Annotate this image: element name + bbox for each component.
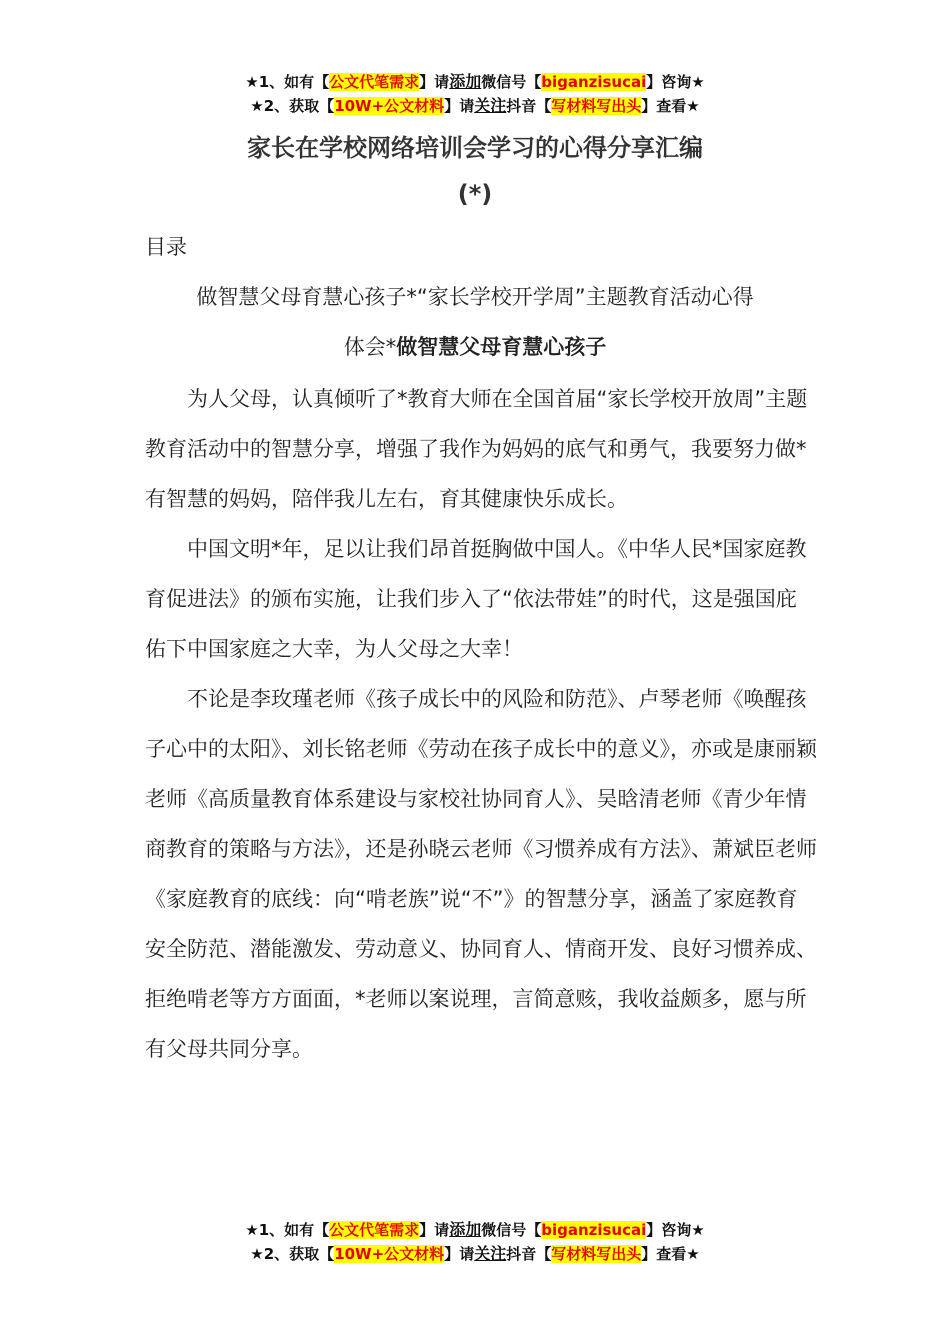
banner-line-1 <box>0 70 950 94</box>
douyin-id-highlight: 写材料写出头 <box>551 97 642 115</box>
body-paragraph: 不论是李玫瑾老师《孩子成长中的风险和防范》、卢琴老师《唤醒孩子心中的太阳》、刘长铭老师《劳动在孩子成长中的意义》，亦或是康丽颖老师《高质量教育体系建设与家校社协同育人》、吴晗清老师《青少年情商教育的策略与方法》，还是孙晓云老师《习惯养成有方法》、萧斌臣老师《家庭教育的底线：向“啃老族”说“不”》的智慧分享，涵盖了家庭教育安全防范、潜能激发、劳动意义、协同育人、情商开发、良好习惯养成、拒绝啃老等方方面面，*老师以案说理，言简意赅，我收益颇多，愿与所有父母共同分享。 <box>145 687 817 1061</box>
banner-underlined: 添加 <box>449 72 482 91</box>
toc-entry-line-2 <box>145 331 805 361</box>
banner-text: 抖音【 <box>506 1245 552 1263</box>
banner-underlined: 关注 <box>474 96 507 115</box>
banner-highlight: 公文代笔需求 <box>329 73 420 91</box>
footer-banner <box>0 1218 950 1266</box>
banner-text: 】查看★ <box>641 97 700 115</box>
banner-text: 微信号【 <box>481 1221 542 1239</box>
document-body <box>145 374 817 1074</box>
header-banner <box>0 70 950 118</box>
banner-text: ★2、获取【 <box>250 1245 335 1263</box>
banner-line-1 <box>0 1218 950 1242</box>
toc-entry-prefix: 体会* <box>343 335 397 359</box>
section-heading: 做智慧父母育慧心孩子 <box>396 335 607 359</box>
banner-text: 】请 <box>444 97 475 115</box>
body-paragraph: 为人父母，认真倾听了*教育大师在全国首届“家长学校开放周”主题教育活动中的智慧分享，增强了我作为妈妈的底气和勇气，我要努力做*有智慧的妈妈，陪伴我儿左右，育其健康快乐成长。 <box>145 387 808 511</box>
document-title-suffix: (*) <box>457 180 493 208</box>
banner-highlight: 10W+公文材料 <box>334 1245 445 1263</box>
toc-entry-line-1: 做智慧父母育慧心孩子*“家长学校开学周”主题教育活动心得 <box>196 285 754 309</box>
banner-text: 抖音【 <box>506 97 552 115</box>
banner-highlight: 10W+公文材料 <box>334 97 445 115</box>
toc-label: 目录 <box>145 235 187 259</box>
wechat-id-highlight: biganzisucai <box>541 1221 647 1239</box>
banner-text: 】请 <box>419 73 450 91</box>
banner-text: ★1、如有【 <box>245 1221 330 1239</box>
banner-text: ★2、获取【 <box>250 97 335 115</box>
banner-text: 】咨询★ <box>646 1221 705 1239</box>
wechat-id-highlight: biganzisucai <box>541 73 647 91</box>
document-title: 家长在学校网络培训会学习的心得分享汇编 <box>247 134 703 162</box>
banner-highlight: 公文代笔需求 <box>329 1221 420 1239</box>
banner-text: 】咨询★ <box>646 73 705 91</box>
banner-underlined: 关注 <box>474 1244 507 1263</box>
banner-text: 微信号【 <box>481 73 542 91</box>
douyin-id-highlight: 写材料写出头 <box>551 1245 642 1263</box>
body-paragraph: 中国文明*年，足以让我们昂首挺胸做中国人。《中华人民*国家庭教育促进法》的颁布实施，让我们步入了“依法带娃”的时代，这是强国庇佑下中国家庭之大幸，为人父母之大幸！ <box>145 537 807 661</box>
banner-underlined: 添加 <box>449 1220 482 1239</box>
banner-text: 】请 <box>419 1221 450 1239</box>
banner-text: ★1、如有【 <box>245 73 330 91</box>
banner-text: 】查看★ <box>641 1245 700 1263</box>
banner-text: 】请 <box>444 1245 475 1263</box>
banner-line-2 <box>0 1242 950 1266</box>
banner-line-2 <box>0 94 950 118</box>
